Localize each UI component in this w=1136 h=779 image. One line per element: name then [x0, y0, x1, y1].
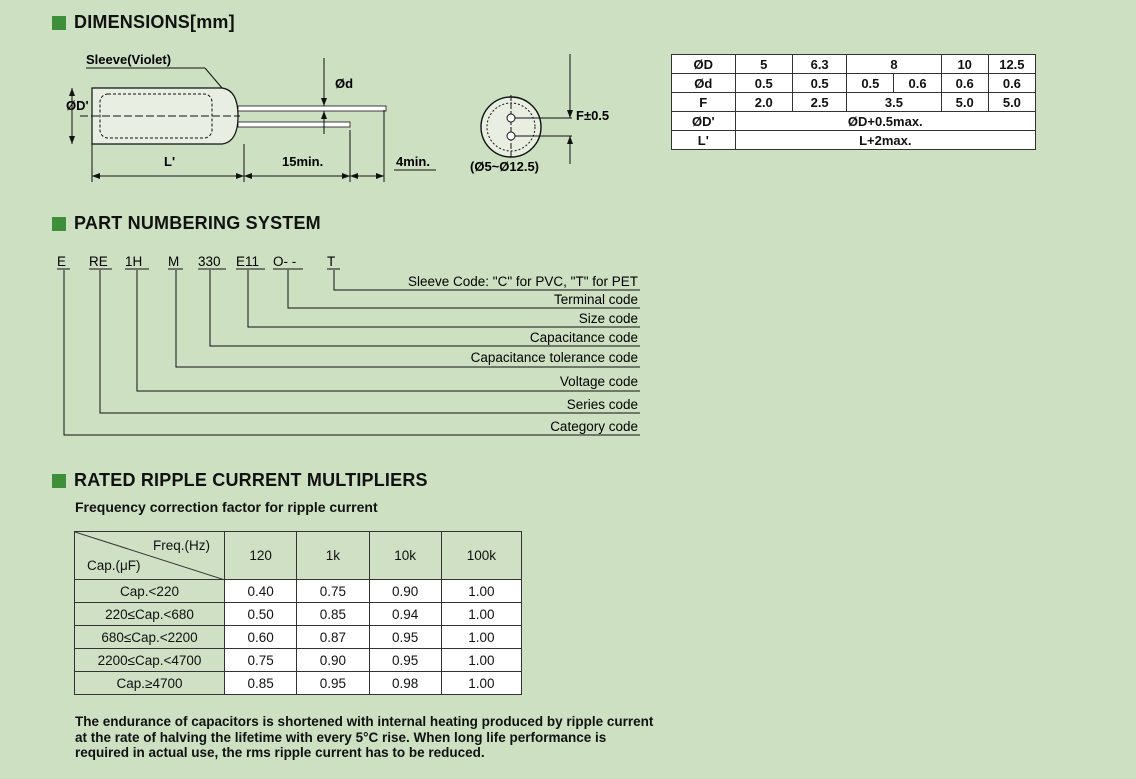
- table-cell: 0.95: [297, 672, 369, 695]
- table-cell: 1.00: [441, 580, 521, 603]
- header-freq-cell: 10k: [369, 532, 441, 580]
- diameter-range-label: (Ø5~Ø12.5): [470, 159, 540, 174]
- label-capacitance-code: Capacitance code: [529, 330, 638, 345]
- table-cell: 0.90: [297, 649, 369, 672]
- table-cell: 3.5: [847, 93, 941, 112]
- section-bullet-icon: [52, 217, 66, 231]
- header-freq: Freq.(Hz): [153, 538, 210, 553]
- table-cell: 0.87: [297, 626, 369, 649]
- table-cell: ØD+0.5max.: [735, 112, 1035, 131]
- table-cell: 1.00: [441, 672, 521, 695]
- table-cell: 2.5: [792, 93, 846, 112]
- table-row: [672, 131, 1036, 150]
- table-cell: 0.5: [792, 74, 846, 93]
- cap-range-cell: 2200≤Cap.<4700: [75, 649, 225, 672]
- endurance-note: The endurance of capacitors is shortened with internal heating produced by ripple current at the rate of halving the lifetime with every 5°C rise. When long life performance is required in actual use, the rms ripple current has to be reduced.: [75, 714, 654, 760]
- row-label: L': [672, 131, 736, 150]
- ripple-subtitle: Frequency correction factor for ripple current: [75, 499, 378, 515]
- table-cell: 0.94: [369, 603, 441, 626]
- cap-range-cell: Cap.<220: [75, 580, 225, 603]
- dimensions-table: [671, 54, 1036, 150]
- code-sleeve: T: [327, 254, 336, 269]
- header-corner-cell: [75, 532, 225, 580]
- table-row: [672, 74, 1036, 93]
- cap-range-cell: 680≤Cap.<2200: [75, 626, 225, 649]
- capacitor-dimension-diagram: [0, 40, 660, 190]
- table-cell: 0.90: [369, 580, 441, 603]
- table-row: [672, 55, 1036, 74]
- cap-range-cell: 220≤Cap.<680: [75, 603, 225, 626]
- header-freq-cell: 120: [225, 532, 297, 580]
- label-sleeve-code: Sleeve Code: "C" for PVC, "T" for PET: [408, 274, 638, 289]
- row-label: F: [672, 93, 736, 112]
- label-tolerance-code: Capacitance tolerance code: [470, 350, 638, 365]
- code-terminal: O- -: [273, 254, 297, 269]
- table-cell: 0.75: [225, 649, 297, 672]
- label-category-code: Category code: [550, 419, 638, 434]
- table-cell: 1.00: [441, 603, 521, 626]
- ripple-heading: [52, 470, 428, 491]
- table-row: [75, 649, 522, 672]
- table-cell: 0.50: [225, 603, 297, 626]
- header-cap: Cap.(μF): [87, 558, 141, 573]
- table-cell: 0.98: [369, 672, 441, 695]
- l-prime-label: L': [164, 154, 176, 169]
- dimensions-title: DIMENSIONS[mm]: [74, 12, 235, 32]
- table-cell: 10: [941, 55, 988, 74]
- table-cell: 0.85: [225, 672, 297, 695]
- table-cell: 1.00: [441, 649, 521, 672]
- table-cell: 1.00: [441, 626, 521, 649]
- table-header-row: [75, 532, 522, 580]
- table-cell: 5: [735, 55, 792, 74]
- table-cell: 5.0: [988, 93, 1035, 112]
- row-label: ØD': [672, 112, 736, 131]
- table-cell: 5.0: [941, 93, 988, 112]
- lead-length-label: 15min.: [282, 154, 324, 169]
- table-row: [75, 580, 522, 603]
- code-size: E11: [236, 254, 260, 269]
- label-series-code: Series code: [566, 397, 638, 412]
- table-cell: 2.0: [735, 93, 792, 112]
- section-bullet-icon: [52, 16, 66, 30]
- code-series: RE: [89, 254, 108, 269]
- lead-end-label: 4min.: [396, 154, 430, 169]
- table-cell: 0.95: [369, 649, 441, 672]
- row-label: Ød: [672, 74, 736, 93]
- part-numbering-title: PART NUMBERING SYSTEM: [74, 213, 321, 233]
- dimensions-heading: [52, 12, 235, 33]
- ripple-multiplier-table: [74, 531, 522, 695]
- table-cell: 0.40: [225, 580, 297, 603]
- header-freq-cell: 1k: [297, 532, 369, 580]
- row-label: ØD: [672, 55, 736, 74]
- table-cell: 0.6: [941, 74, 988, 93]
- cap-range-cell: Cap.≥4700: [75, 672, 225, 695]
- table-cell: 0.6: [988, 74, 1035, 93]
- table-cell: L+2max.: [735, 131, 1035, 150]
- sleeve-label: Sleeve(Violet): [86, 52, 172, 67]
- table-cell: 6.3: [792, 55, 846, 74]
- label-voltage-code: Voltage code: [559, 374, 638, 389]
- section-bullet-icon: [52, 474, 66, 488]
- ripple-title: RATED RIPPLE CURRENT MULTIPLIERS: [74, 470, 428, 490]
- table-cell: 0.60: [225, 626, 297, 649]
- table-cell: 0.5: [847, 74, 894, 93]
- table-cell: 8: [847, 55, 941, 74]
- table-row: [672, 93, 1036, 112]
- label-terminal-code: Terminal code: [553, 292, 638, 307]
- code-category: E: [57, 254, 67, 269]
- code-capacitance: 330: [198, 254, 221, 269]
- header-freq-cell: 100k: [441, 532, 521, 580]
- table-cell: 0.6: [894, 74, 941, 93]
- table-cell: 0.5: [735, 74, 792, 93]
- table-cell: 0.75: [297, 580, 369, 603]
- label-size-code: Size code: [578, 311, 638, 326]
- table-cell: 12.5: [988, 55, 1035, 74]
- part-numbering-diagram: [0, 248, 660, 440]
- lead-spacing-label: F±0.5: [576, 108, 610, 123]
- od-prime-label: ØD': [66, 98, 89, 113]
- table-row: [75, 672, 522, 695]
- table-row: [75, 626, 522, 649]
- code-tolerance: M: [168, 254, 180, 269]
- code-voltage: 1H: [125, 254, 143, 269]
- table-cell: 0.95: [369, 626, 441, 649]
- part-numbering-heading: [52, 213, 321, 234]
- lead-diameter-label: Ød: [335, 76, 354, 91]
- table-row: [672, 112, 1036, 131]
- table-row: [75, 603, 522, 626]
- table-cell: 0.85: [297, 603, 369, 626]
